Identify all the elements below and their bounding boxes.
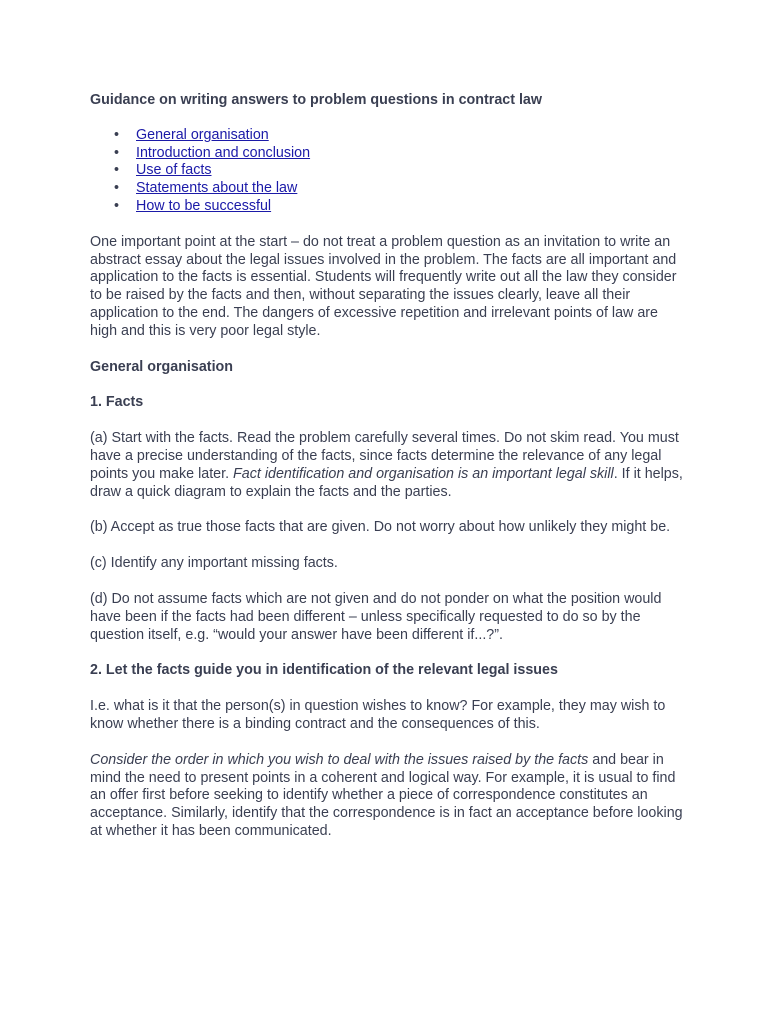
facts-paragraph-a (90, 430, 686, 501)
bullet-icon: • (114, 197, 120, 214)
facts-paragraph-c: (c) Identify any important missing facts. (90, 555, 338, 572)
issues-paragraph-2 (90, 752, 686, 841)
toc-link-statements-about-law[interactable]: Statements about the law (136, 180, 298, 197)
bullet-icon: • (114, 126, 120, 143)
toc-link-general-organisation[interactable]: General organisation (136, 126, 269, 143)
issues-paragraph-1: I.e. what is it that the person(s) in question wishes to know? For example, they may wish to know whether there is a binding contract and the consequences of this. (90, 698, 666, 732)
facts-paragraph-d: (d) Do not assume facts which are not given and do not ponder on what the position would have been if the facts had been different – unless specifically requested to do so by the question itself, e.g. “would your answer have been different if...?”. (90, 590, 662, 643)
bullet-icon: • (114, 144, 120, 161)
subheading-facts: 1. Facts (90, 394, 144, 411)
bullet-icon: • (114, 180, 120, 197)
toc-link-use-of-facts[interactable]: Use of facts (136, 162, 212, 179)
intro-paragraph: One important point at the start – do not treat a problem question as an invitation to write an abstract essay about the legal issues involved in the problem. The facts are all important and application to the facts is essential. Students will frequently write out all the law they consider to be raised by the facts and then, without separating the issues clearly, leave all their application to the end. The dangers of excessive repetition and irrelevant points of law are high and this is very poor legal style. (90, 233, 677, 339)
facts-a-italic: Fact identification and organisation is an important legal skill (233, 465, 614, 482)
facts-paragraph-b: (b) Accept as true those facts that are given. Do not worry about how unlikely they might be. (90, 519, 671, 536)
toc-item (114, 144, 686, 163)
table-of-contents (90, 127, 686, 216)
toc-link-how-to-be-successful[interactable]: How to be successful (136, 197, 272, 214)
document-page (90, 92, 686, 859)
issues-p2-italic: Consider the order in which you wish to deal with the issues raised by the facts (90, 751, 589, 768)
toc-item (114, 126, 686, 145)
bullet-icon: • (114, 162, 120, 179)
facts-a-text-1: (a) Start with the facts. Read the problem carefully several times. Do not skim read. You must have a precise understanding of the facts, since facts determine the relevance of any legal points you make later. (90, 430, 679, 482)
toc-item (114, 197, 686, 216)
document-title: Guidance on writing answers to problem questions in contract law (90, 92, 543, 108)
toc-item (114, 162, 686, 180)
section-heading-general-organisation: General organisation (90, 358, 234, 375)
issues-p2-text: and bear in mind the need to present points in a coherent and logical way. For example, it is usual to find an offer first before seeking to identify whether a piece of correspondence constitutes an acceptance. Similarly, identify that the correspondence is in fact an acceptance before looking at whether it has been communicated. (90, 751, 683, 839)
toc-item (114, 180, 686, 198)
subheading-legal-issues: 2. Let the facts guide you in identification of the relevant legal issues (90, 662, 558, 679)
facts-a-text-2: . If it helps, draw a quick diagram to explain the facts and the parties. (90, 465, 683, 500)
toc-link-introduction-conclusion[interactable]: Introduction and conclusion (136, 144, 311, 161)
